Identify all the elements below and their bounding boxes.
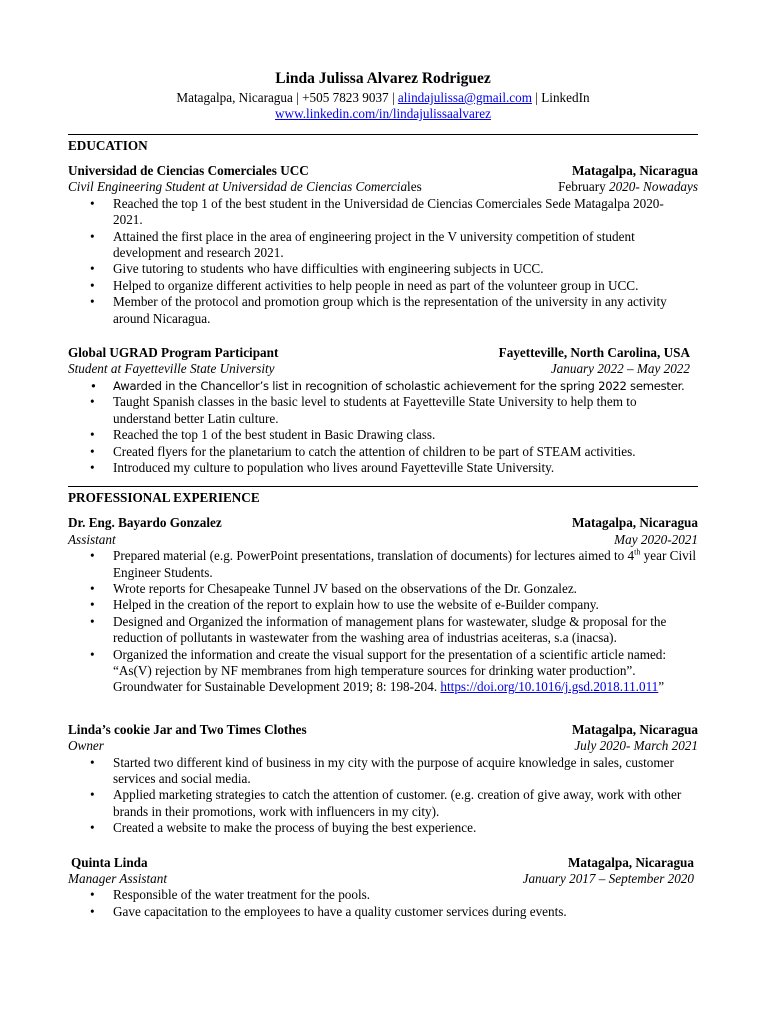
- role-title: Student at Fayetteville State University: [68, 361, 275, 377]
- list-item: • Introduced my culture to population who lives around Fayetteville State University.: [113, 460, 690, 476]
- role-title: Manager Assistant: [68, 871, 168, 887]
- list-item: • Attained the first place in the area of engineering project in the V university competition of student development and research 2021.: [113, 229, 690, 262]
- list-item: • Member of the protocol and promotion group which is the representation of the university in any activity around Nicaragua.: [113, 294, 690, 327]
- org-location: Matagalpa, Nicaragua: [571, 515, 698, 531]
- candidate-name: Linda Julissa Alvarez Rodriguez: [275, 70, 491, 87]
- experience-section: [68, 486, 698, 920]
- entry-quinta-linda: [68, 855, 694, 921]
- bullet-list: [68, 378, 690, 476]
- role-title: Assistant: [68, 531, 116, 547]
- list-item: • Created a website to make the process of buying the best experience.: [113, 820, 682, 836]
- date-range: January 2022 – May 2022: [550, 361, 690, 377]
- email-link[interactable]: alindajulissa@gmail.com: [397, 90, 532, 105]
- org-location: Matagalpa, Nicaragua: [571, 163, 698, 178]
- list-item: • Applied marketing strategies to catch the attention of customer. (e.g. creation of give away, work with other brands in their promotions, work with influencers in my city).: [113, 787, 682, 820]
- list-item: • Started two different kind of business in my city with the purpose of acquire knowledge in sales, customer services and social media.: [113, 755, 682, 788]
- role-title: Civil Engineering Student at Universidad de Ciencias Comerciales: [68, 179, 422, 195]
- contact-line: [68, 90, 698, 106]
- list-item: • Organized the information and create the visual support for the presentation of a scientific article named: “As(V) rejection by NF membranes from high temperature sources for drinking water production”. Groundwater for Sustainable Development 2019; 8: 198-204. https://doi.org/10.1016/j.gsd.2018.11.011”: [113, 647, 698, 696]
- bullet-list: [68, 755, 682, 837]
- section-title-education: EDUCATION: [68, 134, 698, 154]
- doi-link[interactable]: https://doi.org/10.1016/j.gsd.2018.11.011: [440, 679, 659, 695]
- list-item: • Helped in the creation of the report to explain how to use the website of e-Builder company.: [113, 597, 698, 613]
- entry-cookie-jar: [68, 722, 698, 837]
- entry-ucc: [68, 163, 698, 327]
- list-item: • Reached the top 1 of the best student in Basic Drawing class.: [113, 427, 690, 443]
- org-location: Matagalpa, Nicaragua: [571, 721, 698, 737]
- list-item: • Helped to organize different activities to help people in need as part of the volunteer group in UCC.: [113, 278, 690, 294]
- list-item: • Prepared material (e.g. PowerPoint presentations, translation of documents) for lectures aimed to 4th year Civil Engineer Students.: [113, 548, 698, 581]
- list-item: • Created flyers for the planetarium to catch the attention of children to be part of STEAM activities.: [113, 444, 690, 460]
- list-item: • Responsible of the water treatment for the pools.: [113, 887, 694, 903]
- org-name: Linda’s cookie Jar and Two Times Clothes: [68, 721, 307, 737]
- org-name: Global UGRAD Program Participant: [68, 345, 279, 361]
- date-range: February 2020- Nowadays: [558, 179, 698, 195]
- entry-ugrad: [68, 345, 690, 476]
- linkedin-link[interactable]: www.linkedin.com/in/lindajulissaalvarez: [275, 106, 491, 121]
- bullet-list: [68, 196, 690, 327]
- list-item: • Wrote reports for Chesapeake Tunnel JV based on the observations of the Dr. Gonzalez.: [113, 581, 698, 597]
- list-item: • Reached the top 1 of the best student in the Universidad de Ciencias Comerciales Sede Matagalpa 2020-2021.: [113, 196, 690, 229]
- list-item: • Designed and Organized the information of management plans for wastewater, sludge & proposal for the reduction of pollutants in wastewater from the washing area of industrias aceiteras, s.a (inacsa).: [113, 614, 698, 647]
- org-name: Quinta Linda: [71, 854, 148, 870]
- org-location: Matagalpa, Nicaragua: [567, 854, 694, 870]
- role-title: Owner: [68, 738, 104, 754]
- list-item: • Taught Spanish classes in the basic level to students at Fayetteville State University to help them to understand better Latin culture.: [113, 394, 690, 427]
- date-range: January 2017 – September 2020: [522, 871, 694, 887]
- org-name: Universidad de Ciencias Comerciales UCC: [68, 163, 309, 178]
- linkedin-line: [68, 106, 698, 122]
- entry-gonzalez: [68, 515, 698, 695]
- list-item: • Awarded in the Chancellor’s list in recognition of scholastic achievement for the spring 2022 semester.: [113, 378, 690, 394]
- date-range: May 2020-2021: [614, 531, 698, 547]
- bullet-list: [68, 548, 698, 696]
- contact-suffix: | LinkedIn: [532, 90, 590, 105]
- contact-prefix: Matagalpa, Nicaragua | +505 7823 9037 |: [176, 90, 398, 105]
- section-title-experience: PROFESSIONAL EXPERIENCE: [68, 486, 698, 506]
- org-location: Fayetteville, North Carolina, USA: [498, 345, 690, 361]
- date-range: July 2020- March 2021: [574, 738, 698, 754]
- org-name: Dr. Eng. Bayardo Gonzalez: [68, 515, 222, 531]
- resume-header: [68, 70, 698, 122]
- list-item: • Give tutoring to students who have difficulties with engineering subjects in UCC.: [113, 261, 690, 277]
- education-section: [68, 134, 698, 476]
- list-item: • Gave capacitation to the employees to have a quality customer services during events.: [113, 904, 694, 920]
- bullet-list: [68, 887, 694, 920]
